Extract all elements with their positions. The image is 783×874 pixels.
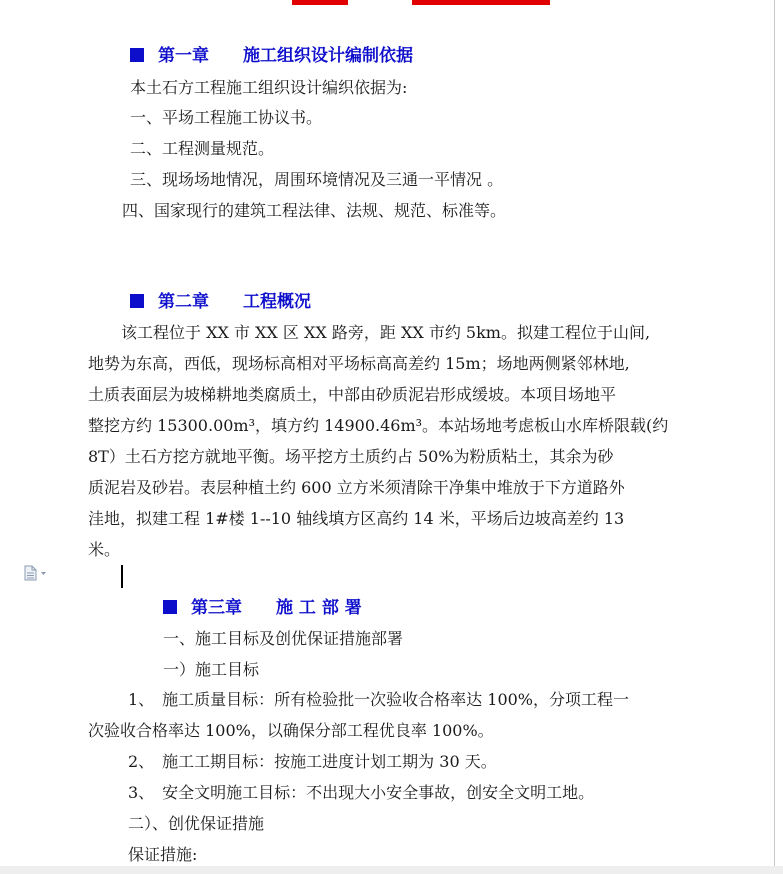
paragraph-line: 该工程位于 XX 市 XX 区 XX 路旁，距 XX 市约 5km。拟建工程位于山间,	[121, 323, 651, 342]
paragraph-line: 土质表面层为坡梯耕地类腐质土，中部由砂质泥岩形成缓坡。本项目场地平	[88, 385, 617, 404]
chapter1-heading	[130, 45, 413, 67]
chapter3-subsection2: 二）、创优保证措施	[128, 814, 265, 833]
paragraph-line: 洼地，拟建工程 1#楼 1--10 轴线填方区高约 14 米，平场后边坡高差约 13	[88, 509, 625, 528]
chapter1-item-2: 二、工程测量规范。	[130, 139, 275, 158]
paragraph-line: 米。	[88, 540, 121, 559]
square-bullet-icon	[163, 600, 177, 614]
chapter3-goal1	[88, 684, 629, 746]
paragraph-line: 地势为东高，西低，现场标高相对平场标高高差约 15m；场地两侧紧邻林地,	[88, 354, 630, 373]
paragraph-line: 1、 施工质量目标：所有检验批一次验收合格率达 100%，分项工程一	[128, 690, 630, 709]
chapter3-section1: 一、施工目标及创优保证措施部署	[163, 629, 404, 648]
text-cursor	[121, 565, 123, 588]
chapter3-measures-label: 保证措施:	[128, 845, 198, 864]
chapter1-item-3: 三、现场场地情况，周围环境情况及三通一平情况 。	[130, 170, 504, 189]
paragraph-line: 8T）土石方挖方就地平衡。场平挖方土质约占 50%为粉质粘土，其余为砂	[88, 447, 614, 466]
chapter1-intro: 本土石方工程施工组织设计编织依据为:	[130, 78, 408, 97]
page-bottom-edge	[0, 866, 783, 874]
square-bullet-icon	[130, 48, 144, 62]
chapter2-paragraph	[88, 317, 668, 565]
chapter3-subsection1: 一）施工目标	[163, 660, 260, 679]
chapter2-title: 第二章 工程概况	[158, 292, 311, 312]
chapter3-heading	[163, 597, 362, 619]
chapter3-goal3: 3、 安全文明施工目标：不出现大小安全事故，创安全文明工地。	[128, 783, 595, 802]
paragraph-line: 质泥岩及砂岩。表层种植土约 600 立方米须清除干净集中堆放于下方道路外	[88, 478, 625, 497]
paragraph-line: 整挖方约 15300.00m³，填方约 14900.46m³。本站场地考虑板山水库桥限载(约	[88, 416, 669, 435]
document-title-fragment	[0, 0, 783, 8]
chapter1-title: 第一章 施工组织设计编制依据	[158, 46, 413, 66]
document-icon[interactable]	[22, 565, 52, 581]
paragraph-line: 次验收合格率达 100%，以确保分部工程优良率 100%。	[88, 721, 494, 740]
chapter3-goal2: 2、 施工工期目标：按施工进度计划工期为 30 天。	[128, 752, 497, 771]
page-right-edge	[774, 0, 775, 874]
square-bullet-icon	[130, 294, 144, 308]
chapter1-item-4: 四、国家现行的建筑工程法律、法规、规范、标准等。	[122, 201, 507, 220]
chapter2-heading	[130, 291, 311, 313]
chapter1-item-1: 一、平场工程施工协议书。	[130, 108, 323, 127]
chapter3-title: 第三章 施 工 部 署	[191, 598, 362, 618]
